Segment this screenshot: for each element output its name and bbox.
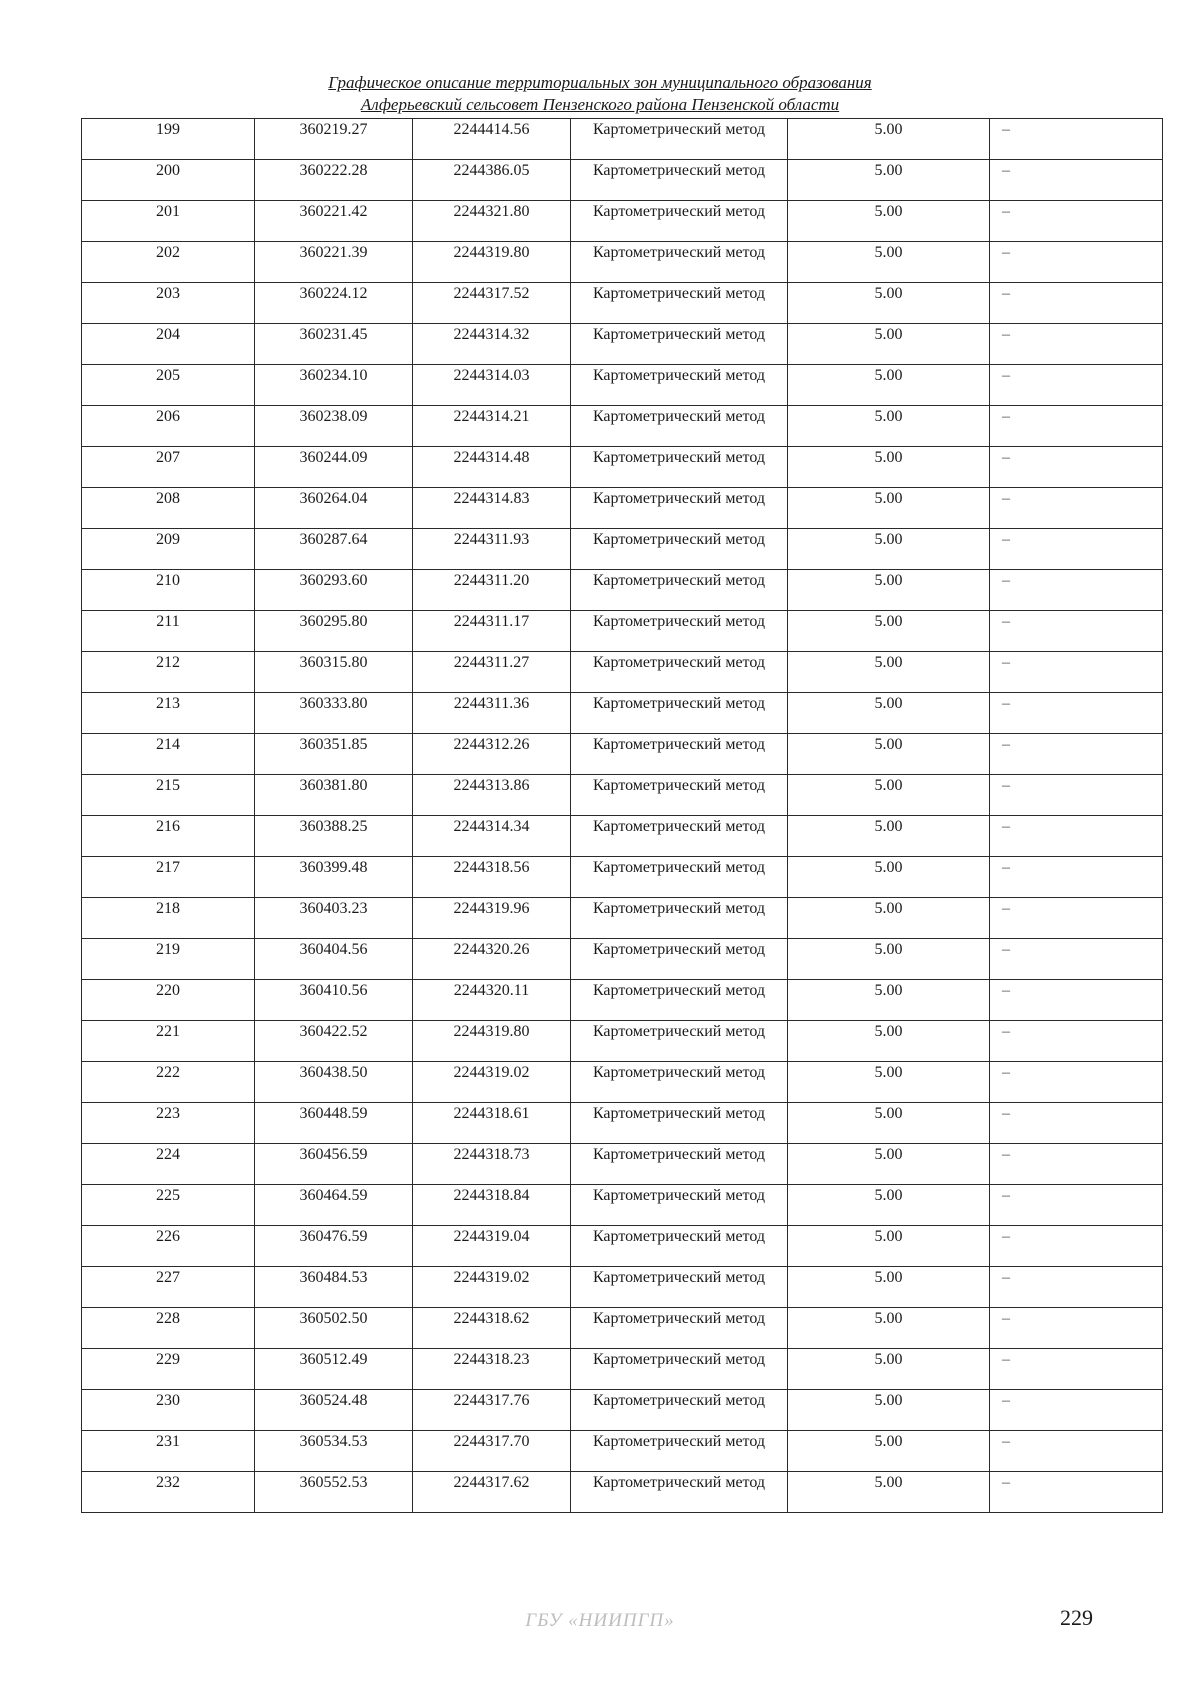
table-row [82, 1062, 1163, 1103]
table-row [82, 283, 1163, 324]
point-number-cell: 202 [82, 242, 255, 283]
note-cell: – [990, 693, 1163, 734]
accuracy-cell: 5.00 [788, 611, 990, 652]
accuracy-cell: 5.00 [788, 898, 990, 939]
x-coordinate-cell: 360456.59 [255, 1144, 413, 1185]
y-coordinate-cell: 2244318.61 [413, 1103, 571, 1144]
point-number-cell: 204 [82, 324, 255, 365]
footer-organization: ГБУ «НИИПГП» [525, 1610, 675, 1631]
method-cell: Картометрический метод [571, 570, 788, 611]
x-coordinate-cell: 360464.59 [255, 1185, 413, 1226]
method-cell: Картометрический метод [571, 1308, 788, 1349]
note-cell: – [990, 488, 1163, 529]
note-cell: – [990, 898, 1163, 939]
note-cell: – [990, 324, 1163, 365]
note-cell: – [990, 365, 1163, 406]
point-number-cell: 229 [82, 1349, 255, 1390]
y-coordinate-cell: 2244313.86 [413, 775, 571, 816]
table-row [82, 406, 1163, 447]
method-cell: Картометрический метод [571, 447, 788, 488]
method-cell: Картометрический метод [571, 816, 788, 857]
point-number-cell: 223 [82, 1103, 255, 1144]
point-number-cell: 200 [82, 160, 255, 201]
table-row [82, 980, 1163, 1021]
accuracy-cell: 5.00 [788, 1267, 990, 1308]
method-cell: Картометрический метод [571, 201, 788, 242]
note-cell: – [990, 570, 1163, 611]
y-coordinate-cell: 2244311.20 [413, 570, 571, 611]
y-coordinate-cell: 2244314.83 [413, 488, 571, 529]
accuracy-cell: 5.00 [788, 447, 990, 488]
accuracy-cell: 5.00 [788, 242, 990, 283]
accuracy-cell: 5.00 [788, 1144, 990, 1185]
note-cell: – [990, 611, 1163, 652]
y-coordinate-cell: 2244311.93 [413, 529, 571, 570]
point-number-cell: 215 [82, 775, 255, 816]
x-coordinate-cell: 360381.80 [255, 775, 413, 816]
x-coordinate-cell: 360422.52 [255, 1021, 413, 1062]
page-number: 229 [1060, 1605, 1093, 1630]
point-number-cell: 203 [82, 283, 255, 324]
table-row [82, 529, 1163, 570]
point-number-cell: 227 [82, 1267, 255, 1308]
y-coordinate-cell: 2244318.73 [413, 1144, 571, 1185]
method-cell: Картометрический метод [571, 857, 788, 898]
note-cell: – [990, 1144, 1163, 1185]
point-number-cell: 232 [82, 1472, 255, 1513]
note-cell: – [990, 1185, 1163, 1226]
x-coordinate-cell: 360221.42 [255, 201, 413, 242]
y-coordinate-cell: 2244311.17 [413, 611, 571, 652]
accuracy-cell: 5.00 [788, 1185, 990, 1226]
y-coordinate-cell: 2244318.84 [413, 1185, 571, 1226]
method-cell: Картометрический метод [571, 1062, 788, 1103]
note-cell: – [990, 1267, 1163, 1308]
y-coordinate-cell: 2244314.32 [413, 324, 571, 365]
accuracy-cell: 5.00 [788, 939, 990, 980]
point-number-cell: 207 [82, 447, 255, 488]
accuracy-cell: 5.00 [788, 1021, 990, 1062]
method-cell: Картометрический метод [571, 1021, 788, 1062]
y-coordinate-cell: 2244319.96 [413, 898, 571, 939]
note-cell: – [990, 857, 1163, 898]
method-cell: Картометрический метод [571, 1349, 788, 1390]
method-cell: Картометрический метод [571, 406, 788, 447]
accuracy-cell: 5.00 [788, 201, 990, 242]
table-row [82, 201, 1163, 242]
x-coordinate-cell: 360224.12 [255, 283, 413, 324]
method-cell: Картометрический метод [571, 1226, 788, 1267]
accuracy-cell: 5.00 [788, 529, 990, 570]
y-coordinate-cell: 2244312.26 [413, 734, 571, 775]
note-cell: – [990, 980, 1163, 1021]
note-cell: – [990, 1021, 1163, 1062]
x-coordinate-cell: 360234.10 [255, 365, 413, 406]
y-coordinate-cell: 2244318.23 [413, 1349, 571, 1390]
method-cell: Картометрический метод [571, 1185, 788, 1226]
table-row [82, 775, 1163, 816]
accuracy-cell: 5.00 [788, 1308, 990, 1349]
point-number-cell: 205 [82, 365, 255, 406]
point-number-cell: 201 [82, 201, 255, 242]
note-cell: – [990, 1431, 1163, 1472]
table-row [82, 570, 1163, 611]
method-cell: Картометрический метод [571, 242, 788, 283]
x-coordinate-cell: 360404.56 [255, 939, 413, 980]
method-cell: Картометрический метод [571, 1390, 788, 1431]
x-coordinate-cell: 360293.60 [255, 570, 413, 611]
x-coordinate-cell: 360534.53 [255, 1431, 413, 1472]
x-coordinate-cell: 360524.48 [255, 1390, 413, 1431]
note-cell: – [990, 734, 1163, 775]
y-coordinate-cell: 2244319.02 [413, 1267, 571, 1308]
table-row [82, 939, 1163, 980]
accuracy-cell: 5.00 [788, 816, 990, 857]
y-coordinate-cell: 2244386.05 [413, 160, 571, 201]
table-row [82, 898, 1163, 939]
x-coordinate-cell: 360502.50 [255, 1308, 413, 1349]
method-cell: Картометрический метод [571, 1144, 788, 1185]
note-cell: – [990, 1472, 1163, 1513]
table-row [82, 1349, 1163, 1390]
method-cell: Картометрический метод [571, 1472, 788, 1513]
y-coordinate-cell: 2244414.56 [413, 119, 571, 160]
method-cell: Картометрический метод [571, 1431, 788, 1472]
table-row [82, 324, 1163, 365]
point-number-cell: 219 [82, 939, 255, 980]
header-line-1: Графическое описание территориальных зон муниципального образования [328, 73, 872, 92]
accuracy-cell: 5.00 [788, 1103, 990, 1144]
method-cell: Картометрический метод [571, 1103, 788, 1144]
method-cell: Картометрический метод [571, 160, 788, 201]
accuracy-cell: 5.00 [788, 1062, 990, 1103]
y-coordinate-cell: 2244314.34 [413, 816, 571, 857]
x-coordinate-cell: 360244.09 [255, 447, 413, 488]
point-number-cell: 218 [82, 898, 255, 939]
x-coordinate-cell: 360231.45 [255, 324, 413, 365]
accuracy-cell: 5.00 [788, 857, 990, 898]
y-coordinate-cell: 2244319.04 [413, 1226, 571, 1267]
y-coordinate-cell: 2244319.80 [413, 242, 571, 283]
accuracy-cell: 5.00 [788, 1390, 990, 1431]
y-coordinate-cell: 2244317.62 [413, 1472, 571, 1513]
table-row [82, 160, 1163, 201]
accuracy-cell: 5.00 [788, 119, 990, 160]
accuracy-cell: 5.00 [788, 1431, 990, 1472]
note-cell: – [990, 1390, 1163, 1431]
note-cell: – [990, 1226, 1163, 1267]
coordinates-table-body [82, 119, 1163, 1513]
x-coordinate-cell: 360399.48 [255, 857, 413, 898]
coordinates-table [81, 118, 1163, 1513]
method-cell: Картометрический метод [571, 775, 788, 816]
x-coordinate-cell: 360219.27 [255, 119, 413, 160]
point-number-cell: 212 [82, 652, 255, 693]
note-cell: – [990, 529, 1163, 570]
point-number-cell: 226 [82, 1226, 255, 1267]
method-cell: Картометрический метод [571, 365, 788, 406]
x-coordinate-cell: 360438.50 [255, 1062, 413, 1103]
x-coordinate-cell: 360552.53 [255, 1472, 413, 1513]
point-number-cell: 213 [82, 693, 255, 734]
table-row [82, 119, 1163, 160]
x-coordinate-cell: 360351.85 [255, 734, 413, 775]
table-row [82, 611, 1163, 652]
y-coordinate-cell: 2244311.27 [413, 652, 571, 693]
accuracy-cell: 5.00 [788, 1226, 990, 1267]
x-coordinate-cell: 360264.04 [255, 488, 413, 529]
accuracy-cell: 5.00 [788, 160, 990, 201]
method-cell: Картометрический метод [571, 488, 788, 529]
point-number-cell: 216 [82, 816, 255, 857]
method-cell: Картометрический метод [571, 980, 788, 1021]
note-cell: – [990, 447, 1163, 488]
point-number-cell: 211 [82, 611, 255, 652]
point-number-cell: 221 [82, 1021, 255, 1062]
x-coordinate-cell: 360403.23 [255, 898, 413, 939]
point-number-cell: 210 [82, 570, 255, 611]
note-cell: – [990, 406, 1163, 447]
table-row [82, 1390, 1163, 1431]
accuracy-cell: 5.00 [788, 1472, 990, 1513]
method-cell: Картометрический метод [571, 611, 788, 652]
accuracy-cell: 5.00 [788, 980, 990, 1021]
note-cell: – [990, 1349, 1163, 1390]
note-cell: – [990, 283, 1163, 324]
table-row [82, 242, 1163, 283]
note-cell: – [990, 652, 1163, 693]
method-cell: Картометрический метод [571, 652, 788, 693]
point-number-cell: 199 [82, 119, 255, 160]
table-row [82, 693, 1163, 734]
x-coordinate-cell: 360512.49 [255, 1349, 413, 1390]
y-coordinate-cell: 2244311.36 [413, 693, 571, 734]
table-row [82, 365, 1163, 406]
x-coordinate-cell: 360222.28 [255, 160, 413, 201]
accuracy-cell: 5.00 [788, 652, 990, 693]
method-cell: Картометрический метод [571, 119, 788, 160]
x-coordinate-cell: 360410.56 [255, 980, 413, 1021]
table-row [82, 652, 1163, 693]
note-cell: – [990, 1103, 1163, 1144]
point-number-cell: 230 [82, 1390, 255, 1431]
method-cell: Картометрический метод [571, 529, 788, 570]
y-coordinate-cell: 2244321.80 [413, 201, 571, 242]
x-coordinate-cell: 360476.59 [255, 1226, 413, 1267]
y-coordinate-cell: 2244318.56 [413, 857, 571, 898]
y-coordinate-cell: 2244320.11 [413, 980, 571, 1021]
point-number-cell: 228 [82, 1308, 255, 1349]
accuracy-cell: 5.00 [788, 324, 990, 365]
y-coordinate-cell: 2244317.76 [413, 1390, 571, 1431]
method-cell: Картометрический метод [571, 1267, 788, 1308]
accuracy-cell: 5.00 [788, 734, 990, 775]
note-cell: – [990, 242, 1163, 283]
x-coordinate-cell: 360484.53 [255, 1267, 413, 1308]
table-row [82, 816, 1163, 857]
accuracy-cell: 5.00 [788, 365, 990, 406]
y-coordinate-cell: 2244317.52 [413, 283, 571, 324]
note-cell: – [990, 119, 1163, 160]
point-number-cell: 231 [82, 1431, 255, 1472]
method-cell: Картометрический метод [571, 324, 788, 365]
method-cell: Картометрический метод [571, 939, 788, 980]
table-row [82, 1103, 1163, 1144]
note-cell: – [990, 1062, 1163, 1103]
accuracy-cell: 5.00 [788, 775, 990, 816]
x-coordinate-cell: 360448.59 [255, 1103, 413, 1144]
x-coordinate-cell: 360287.64 [255, 529, 413, 570]
table-row [82, 1185, 1163, 1226]
y-coordinate-cell: 2244320.26 [413, 939, 571, 980]
header-line-2: Алферьевский сельсовет Пензенского района Пензенской области [360, 95, 840, 114]
accuracy-cell: 5.00 [788, 570, 990, 611]
point-number-cell: 217 [82, 857, 255, 898]
y-coordinate-cell: 2244314.21 [413, 406, 571, 447]
note-cell: – [990, 1308, 1163, 1349]
x-coordinate-cell: 360295.80 [255, 611, 413, 652]
method-cell: Картометрический метод [571, 734, 788, 775]
table-row [82, 1267, 1163, 1308]
point-number-cell: 208 [82, 488, 255, 529]
note-cell: – [990, 816, 1163, 857]
y-coordinate-cell: 2244314.48 [413, 447, 571, 488]
note-cell: – [990, 160, 1163, 201]
table-row [82, 1021, 1163, 1062]
x-coordinate-cell: 360315.80 [255, 652, 413, 693]
point-number-cell: 209 [82, 529, 255, 570]
point-number-cell: 222 [82, 1062, 255, 1103]
y-coordinate-cell: 2244318.62 [413, 1308, 571, 1349]
y-coordinate-cell: 2244317.70 [413, 1431, 571, 1472]
y-coordinate-cell: 2244319.02 [413, 1062, 571, 1103]
table-row [82, 447, 1163, 488]
point-number-cell: 224 [82, 1144, 255, 1185]
x-coordinate-cell: 360333.80 [255, 693, 413, 734]
table-row [82, 1472, 1163, 1513]
table-row [82, 1431, 1163, 1472]
table-row [82, 488, 1163, 529]
point-number-cell: 206 [82, 406, 255, 447]
note-cell: – [990, 939, 1163, 980]
table-row [82, 1226, 1163, 1267]
accuracy-cell: 5.00 [788, 406, 990, 447]
point-number-cell: 214 [82, 734, 255, 775]
table-row [82, 857, 1163, 898]
table-row [82, 1308, 1163, 1349]
y-coordinate-cell: 2244319.80 [413, 1021, 571, 1062]
point-number-cell: 225 [82, 1185, 255, 1226]
method-cell: Картометрический метод [571, 898, 788, 939]
accuracy-cell: 5.00 [788, 283, 990, 324]
x-coordinate-cell: 360388.25 [255, 816, 413, 857]
accuracy-cell: 5.00 [788, 488, 990, 529]
method-cell: Картометрический метод [571, 283, 788, 324]
document-header [0, 72, 1200, 116]
x-coordinate-cell: 360221.39 [255, 242, 413, 283]
x-coordinate-cell: 360238.09 [255, 406, 413, 447]
point-number-cell: 220 [82, 980, 255, 1021]
y-coordinate-cell: 2244314.03 [413, 365, 571, 406]
note-cell: – [990, 201, 1163, 242]
table-row [82, 734, 1163, 775]
table-row [82, 1144, 1163, 1185]
accuracy-cell: 5.00 [788, 1349, 990, 1390]
method-cell: Картометрический метод [571, 693, 788, 734]
note-cell: – [990, 775, 1163, 816]
accuracy-cell: 5.00 [788, 693, 990, 734]
